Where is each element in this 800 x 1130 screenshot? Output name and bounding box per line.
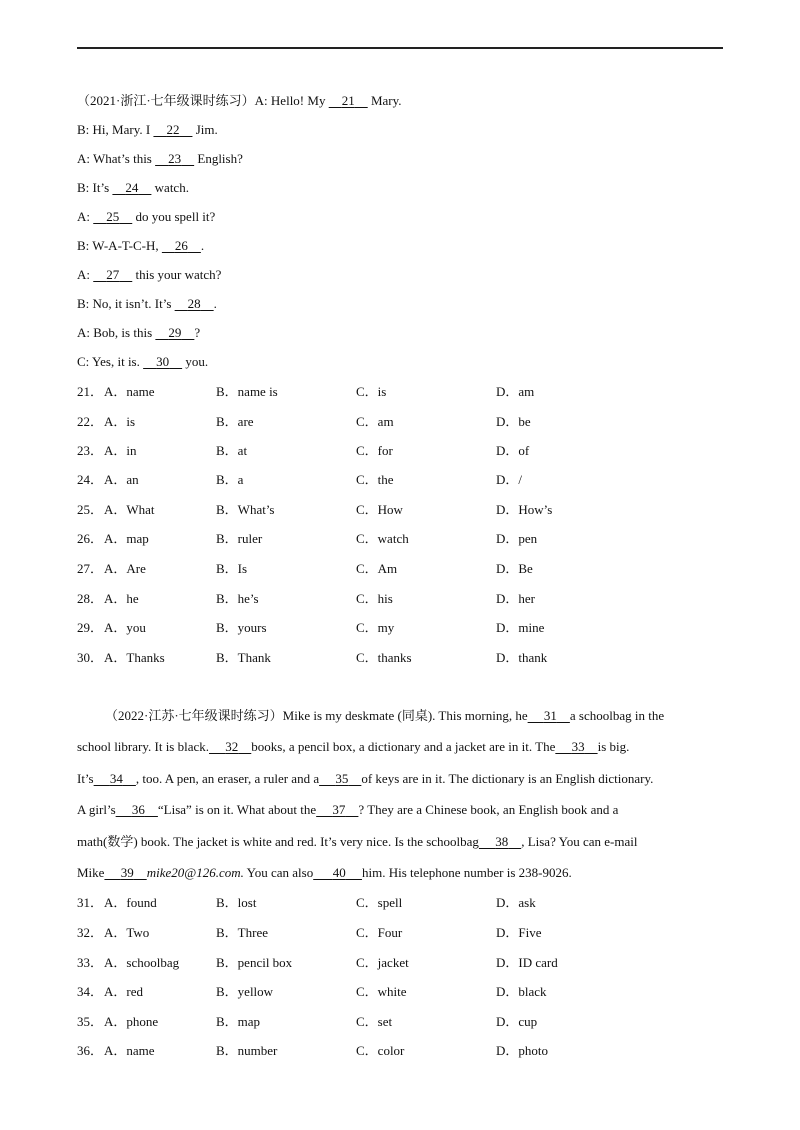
option-b[interactable]: B．at [216, 443, 248, 458]
question-number: 28． [77, 591, 104, 606]
blank-30[interactable]: 30 [156, 354, 170, 369]
option-d[interactable]: D．thank [496, 650, 548, 665]
option-d[interactable]: D．black [496, 984, 547, 999]
blank-29[interactable]: 29 [168, 325, 182, 340]
dialogue-line-7: A: 27 this your watch? [77, 267, 222, 282]
source-label: （2021·浙江·七年级课时练习） [77, 93, 255, 108]
option-d[interactable]: D．ID card [496, 955, 558, 970]
email-address: mike20@126.com. [146, 865, 244, 880]
dialogue-line-2: B: Hi, Mary. I 22 Jim. [77, 122, 218, 137]
option-b[interactable]: B．yours [216, 620, 267, 635]
option-c[interactable]: C．color [356, 1043, 405, 1058]
option-d[interactable]: D．pen [496, 531, 538, 546]
option-c[interactable]: C．for [356, 443, 393, 458]
blank-33[interactable]: 33 [571, 739, 585, 754]
passage-line-1: （2022·江苏·七年级课时练习）Mike is my deskmate (同桌). This morning, he 31 a schoolbag in the [105, 708, 665, 723]
passage-line-3: It’s 34 , too. A pen, an eraser, a ruler and a 35 of keys are in it. The dictionary is an English dictionary. [77, 771, 654, 786]
question-number: 36． [77, 1043, 104, 1058]
option-b[interactable]: B．number [216, 1043, 278, 1058]
option-d[interactable]: D．Five [496, 925, 542, 940]
dialogue-line-5: A: 25 do you spell it? [77, 209, 216, 224]
option-a[interactable]: A．Are [104, 561, 146, 576]
blank-23[interactable]: 23 [168, 151, 182, 166]
option-a[interactable]: A．in [104, 443, 137, 458]
option-a[interactable]: A．What [104, 502, 155, 517]
option-a[interactable]: A．you [104, 620, 146, 635]
question-number: 35． [77, 1014, 104, 1029]
option-a[interactable]: A．red [104, 984, 143, 999]
dialogue-line-9: A: Bob, is this 29 ? [77, 325, 201, 340]
option-b[interactable]: B．What’s [216, 502, 275, 517]
blank-37[interactable]: 37 [332, 802, 346, 817]
option-d[interactable]: D．her [496, 591, 535, 606]
blank-32[interactable]: 32 [225, 739, 239, 754]
option-a[interactable]: A．Thanks [104, 650, 165, 665]
question-number: 33． [77, 955, 104, 970]
option-c[interactable]: C．his [356, 591, 393, 606]
option-b[interactable]: B．map [216, 1014, 261, 1029]
passage-line-4: A girl’s 36 “Lisa” is on it. What about the 37 ? They are a Chinese book, an English book and a [77, 802, 619, 817]
blank-40[interactable]: 40 [332, 865, 346, 880]
option-c[interactable]: C．am [356, 414, 394, 429]
blank-34[interactable]: 34 [109, 771, 123, 786]
dialogue-line-1: （2021·浙江·七年级课时练习）A: Hello! My 21 Mary. [77, 93, 402, 108]
question-number: 34． [77, 984, 104, 999]
blank-26[interactable]: 26 [174, 238, 188, 253]
option-d[interactable]: D．cup [496, 1014, 538, 1029]
option-c[interactable]: C．my [356, 620, 395, 635]
blank-25[interactable]: 25 [106, 209, 120, 224]
option-c[interactable]: C．set [356, 1014, 393, 1029]
header-rule [77, 47, 723, 49]
blank-22[interactable]: 22 [166, 122, 180, 137]
option-a[interactable]: A．schoolbag [104, 955, 180, 970]
question-number: 21． [77, 384, 104, 399]
dialogue-line-3: A: What’s this 23 English? [77, 151, 243, 166]
question-number: 27． [77, 561, 104, 576]
option-b[interactable]: B．lost [216, 895, 257, 910]
option-c[interactable]: C．jacket [356, 955, 409, 970]
option-d[interactable]: D．be [496, 414, 531, 429]
dialogue-line-10: C: Yes, it is. 30 you. [77, 354, 209, 369]
option-d[interactable]: D．photo [496, 1043, 549, 1058]
question-number: 25． [77, 502, 104, 517]
dialogue-line-8: B: No, it isn’t. It’s 28 . [77, 296, 217, 311]
option-b[interactable]: B．ruler [216, 531, 263, 546]
blank-21[interactable]: 21 [341, 93, 355, 108]
dialogue-line-4: B: It’s 24 watch. [77, 180, 189, 195]
blank-35[interactable]: 35 [335, 771, 349, 786]
option-d[interactable]: D．Be [496, 561, 533, 576]
option-d[interactable]: D．ask [496, 895, 536, 910]
option-c[interactable]: C．is [356, 384, 387, 399]
option-b[interactable]: B．a [216, 472, 244, 487]
option-b[interactable]: B．Thank [216, 650, 271, 665]
option-a[interactable]: A．an [104, 472, 139, 487]
option-a[interactable]: A．name [104, 1043, 155, 1058]
option-b[interactable]: B．Three [216, 925, 268, 940]
option-c[interactable]: C．spell [356, 895, 403, 910]
option-b[interactable]: B．Is [216, 561, 248, 576]
blank-31[interactable]: 31 [543, 708, 557, 723]
option-c[interactable]: C．How [356, 502, 403, 517]
option-a[interactable]: A．is [104, 414, 136, 429]
question-number: 24． [77, 472, 104, 487]
source-label: （2022·江苏·七年级课时练习） [105, 708, 283, 723]
question-number: 32． [77, 925, 104, 940]
option-a[interactable]: A．he [104, 591, 139, 606]
passage-line-6: Mike 39 mike20@126.com. You can also 40 him. His telephone number is 238-9026. [77, 865, 572, 880]
question-number: 31． [77, 895, 104, 910]
passage-line-2: school library. It is black. 32 books, a pencil box, a dictionary and a jacket are in it. The 33 is big. [77, 739, 630, 754]
option-d[interactable]: D．of [496, 443, 530, 458]
blank-38[interactable]: 38 [495, 834, 509, 849]
passage-line-5: math(数学) book. The jacket is white and red. It’s very nice. Is the schoolbag 38 , Lisa? You can e-mail [77, 834, 638, 849]
blank-39[interactable]: 39 [120, 865, 134, 880]
question-number: 22． [77, 414, 104, 429]
option-c[interactable]: C．the [356, 472, 394, 487]
option-c[interactable]: C．white [356, 984, 407, 999]
option-c[interactable]: C．thanks [356, 650, 412, 665]
option-d[interactable]: D．/ [496, 472, 523, 487]
option-b[interactable]: B．he’s [216, 591, 259, 606]
option-b[interactable]: B．name is [216, 384, 278, 399]
option-b[interactable]: B．are [216, 414, 254, 429]
option-d[interactable]: D．mine [496, 620, 545, 635]
option-b[interactable]: B．yellow [216, 984, 274, 999]
dialogue-line-6: B: W-A-T-C-H, 26 . [77, 238, 205, 253]
blank-28[interactable]: 28 [187, 296, 201, 311]
option-c[interactable]: C．watch [356, 531, 409, 546]
option-c[interactable]: C．Am [356, 561, 398, 576]
blank-36[interactable]: 36 [131, 802, 145, 817]
question-number: 23． [77, 443, 104, 458]
option-a[interactable]: A．found [104, 895, 157, 910]
option-a[interactable]: A．map [104, 531, 149, 546]
question-number: 30． [77, 650, 104, 665]
option-a[interactable]: A．name [104, 384, 155, 399]
option-b[interactable]: B．pencil box [216, 955, 293, 970]
blank-24[interactable]: 24 [125, 180, 139, 195]
question-number: 29． [77, 620, 104, 635]
option-c[interactable]: C．Four [356, 925, 403, 940]
blank-27[interactable]: 27 [106, 267, 120, 282]
question-number: 26． [77, 531, 104, 546]
option-a[interactable]: A．phone [104, 1014, 159, 1029]
option-d[interactable]: D．How’s [496, 502, 553, 517]
option-a[interactable]: A．Two [104, 925, 150, 940]
option-d[interactable]: D．am [496, 384, 535, 399]
